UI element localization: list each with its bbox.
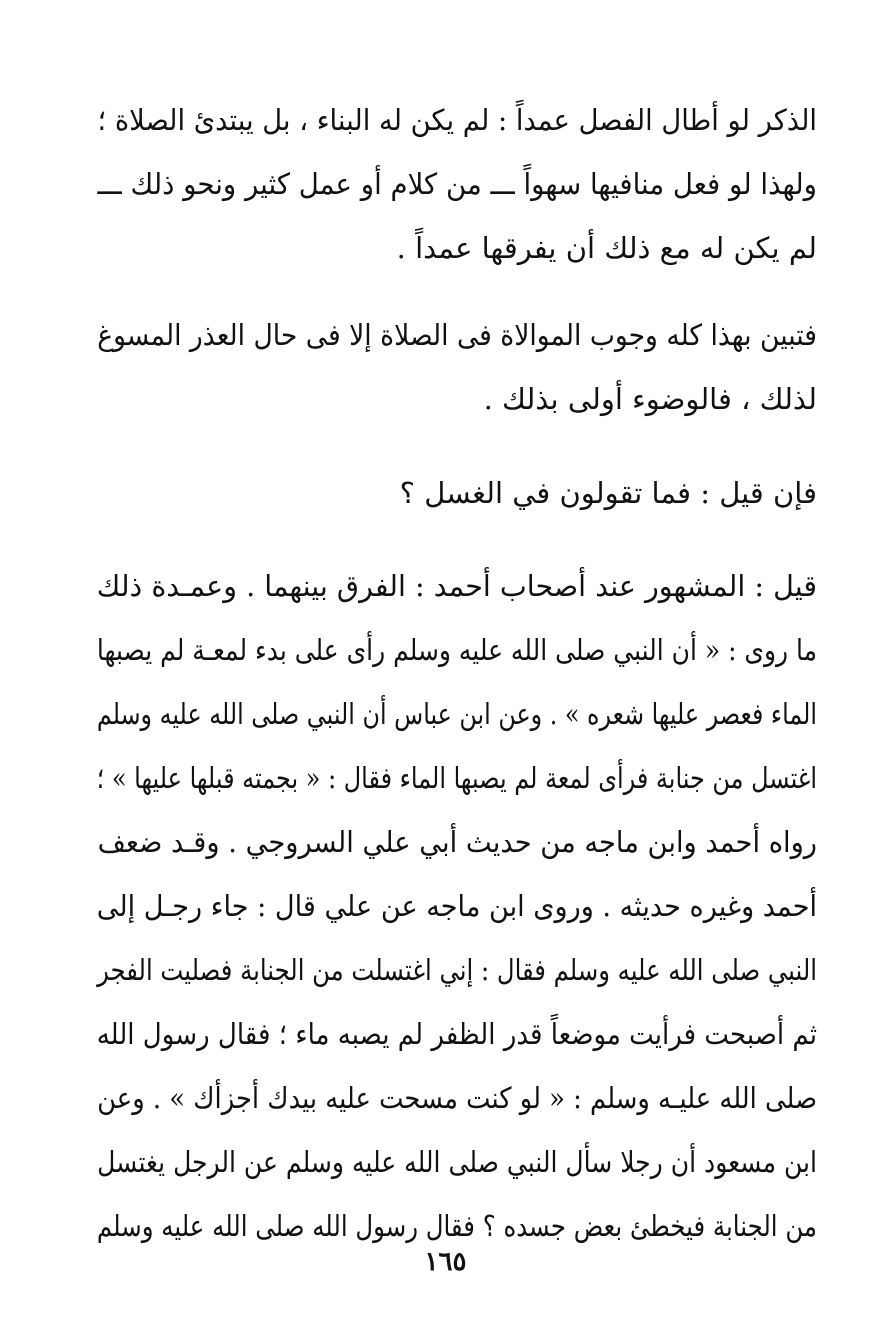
text-line: فتبين بهذا كله وجوب الموالاة فى الصلاة إلا فى حال العذر المسوغ	[97, 318, 817, 352]
paragraph-3-question	[97, 461, 817, 525]
text-line: النبي صلى الله عليه وسلم فقال : إني اغتسلت من الجنابة فصليت الفجر	[97, 953, 818, 987]
text-line: ولهذا لو فعل منافيها سهواً ـــ من كلام أو عمل كثير ونحو ذلك ـــ	[97, 167, 818, 201]
text-line: لذلك ، فالوضوء أولى بذلك .	[483, 382, 817, 416]
paragraph-1	[97, 88, 817, 280]
text-line: أحمد وغيره حديثه . وروى ابن ماجه عن علي قال : جاء رجـل إلى	[96, 889, 818, 923]
text-line: الذكر لو أطال الفصل عمداً : لم يكن له البناء ، بل يبتدئ الصلاة ؛	[97, 103, 817, 137]
text-line: اغتسل من جنابة فرأى لمعة لم يصبها الماء فقال : « بجمته قبلها عليها » ؛	[96, 761, 817, 795]
text-line: رواه أحمد وابن ماجه من حديث أبي علي السروجي . وقـد ضعف	[97, 825, 818, 859]
text-line: لم يكن له مع ذلك أن يفرقها عمداً .	[396, 231, 817, 265]
paragraph-4	[97, 554, 817, 1258]
text-line: الماء فعصر عليها شعره » . وعن ابن عباس أن النبي صلى الله عليه وسلم	[96, 697, 817, 731]
text-line: فإن قيل : فما تقولون في الغسل ؟	[399, 476, 817, 510]
text-line: صلى الله عليـه وسلم : « لو كنت مسحت عليه بيدك أجزأك » . وعن	[97, 1081, 818, 1115]
text-line: قيل : المشهور عند أصحاب أحمد : الفرق بينهما . وعمـدة ذلك	[96, 569, 818, 603]
text-line: ثم أصبحت فرأيت موضعاً قدر الظفر لم يصبه ماء ؛ فقال رسول الله	[96, 1017, 818, 1051]
text-line: ابن مسعود أن رجلا سأل النبي صلى الله عليه وسلم عن الرجل يغتسل	[97, 1145, 817, 1179]
page-number: ١٦٥	[424, 1247, 467, 1277]
text-line: من الجنابة فيخطئ بعض جسده ؟ فقال رسول الله صلى الله عليه وسلم	[96, 1209, 817, 1243]
text-line: ما روى : « أن النبي صلى الله عليه وسلم رأى على بدء لمعـة لم يصبها	[96, 633, 817, 667]
paragraph-2	[97, 303, 817, 431]
